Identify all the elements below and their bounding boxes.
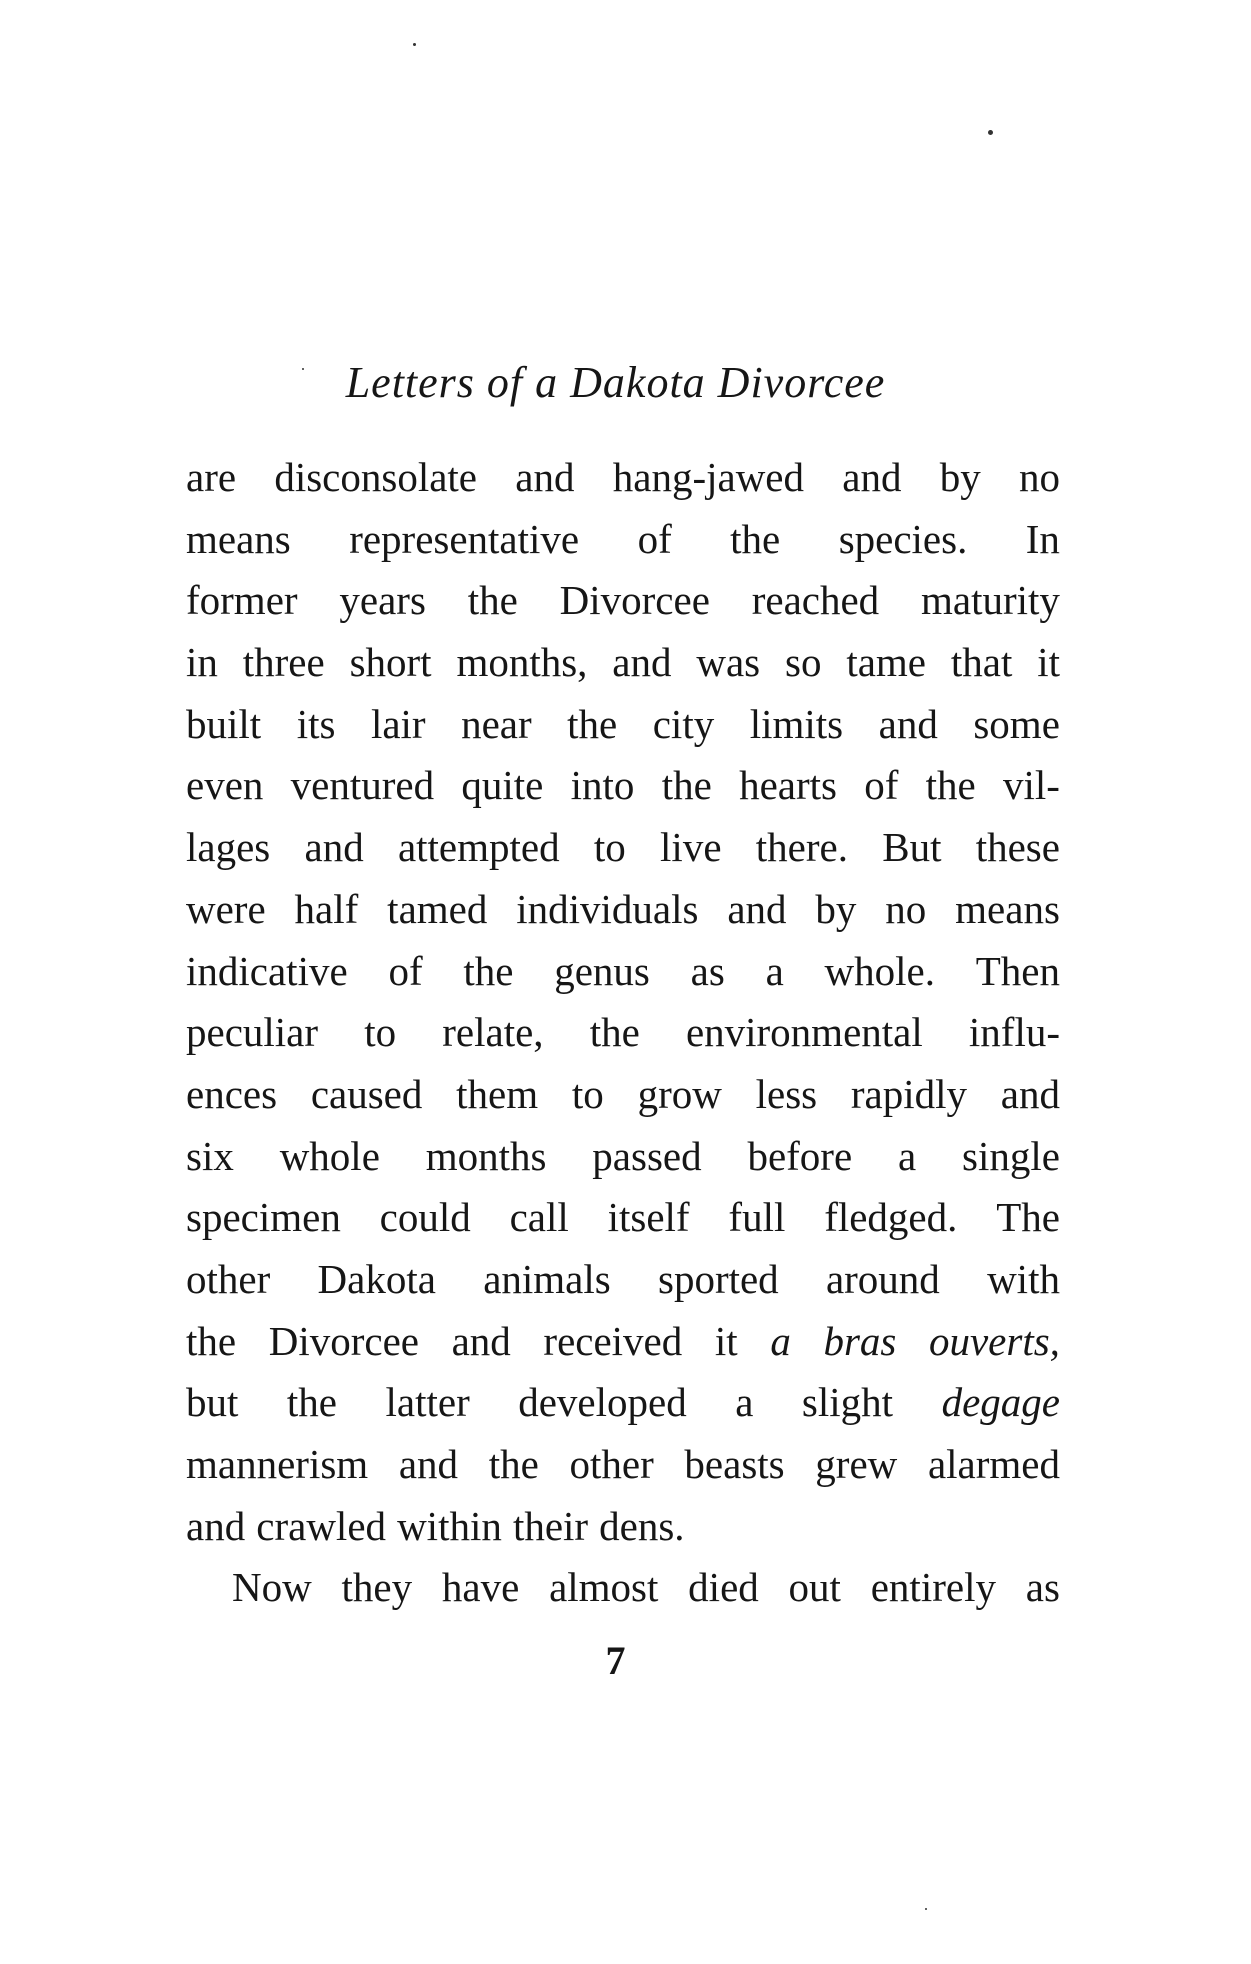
word: other xyxy=(186,1255,271,1302)
word: the xyxy=(730,515,781,562)
word: years xyxy=(339,577,426,624)
word: and xyxy=(727,885,787,932)
word: city xyxy=(652,700,715,747)
text-line xyxy=(186,447,1060,509)
word: so xyxy=(784,639,822,686)
word: these xyxy=(975,824,1060,871)
word: and xyxy=(612,639,672,686)
word: by xyxy=(939,454,981,500)
word: a xyxy=(765,947,784,994)
word: within xyxy=(397,1502,502,1549)
word: the xyxy=(567,700,618,747)
italic-word: ouverts, xyxy=(928,1317,1060,1364)
word: are xyxy=(186,454,237,500)
paper-speck xyxy=(988,130,993,135)
word: fledged. xyxy=(824,1194,958,1241)
word: by xyxy=(815,885,857,932)
word: tamed xyxy=(387,885,488,932)
word: lages xyxy=(186,824,271,871)
word: into xyxy=(570,762,635,809)
word: have xyxy=(441,1564,520,1611)
word: built xyxy=(186,700,262,747)
word: some xyxy=(973,700,1060,747)
word: them xyxy=(456,1070,539,1117)
word: latter xyxy=(385,1379,470,1426)
word: call xyxy=(509,1194,569,1241)
word: no xyxy=(885,885,927,932)
word: months, xyxy=(456,639,588,686)
word: half xyxy=(294,885,359,932)
word: grew xyxy=(815,1441,898,1487)
text-line xyxy=(186,1249,1060,1311)
word: it xyxy=(1037,639,1060,686)
page-number: 7 xyxy=(605,1638,626,1683)
word: whole. xyxy=(824,947,935,994)
paragraph-first-line xyxy=(186,1557,1060,1619)
text-line xyxy=(186,1311,1060,1373)
word: to xyxy=(571,1070,604,1117)
word: the xyxy=(589,1009,640,1056)
paper-speck xyxy=(302,368,304,370)
word: means xyxy=(186,515,291,562)
word: to xyxy=(593,824,626,871)
word: of xyxy=(388,947,423,994)
word: quite xyxy=(461,762,544,809)
word: reached xyxy=(751,577,880,624)
word: environmental xyxy=(685,1009,923,1056)
word: lair xyxy=(370,700,426,747)
word: out xyxy=(788,1564,841,1611)
word: ences xyxy=(186,1070,278,1117)
word: Now xyxy=(232,1564,312,1611)
word: even xyxy=(186,762,264,809)
word: itself xyxy=(607,1194,690,1241)
word: tame xyxy=(846,639,926,686)
word: beasts xyxy=(684,1441,785,1487)
word: sported xyxy=(657,1255,779,1302)
text-line xyxy=(186,632,1060,694)
word: caused xyxy=(310,1070,423,1117)
word: vil- xyxy=(1003,762,1060,809)
word: slight xyxy=(801,1379,894,1426)
word: the xyxy=(463,947,514,994)
text-line xyxy=(186,1126,1060,1188)
word: a xyxy=(897,1132,917,1179)
word: full xyxy=(728,1194,786,1241)
word: it xyxy=(714,1317,738,1364)
word: the xyxy=(661,762,712,809)
word: the xyxy=(186,1317,237,1364)
word: was xyxy=(696,639,761,686)
word: Then xyxy=(975,947,1060,994)
word: other xyxy=(569,1441,654,1487)
italic-word: a xyxy=(770,1317,791,1364)
word: and xyxy=(451,1317,511,1364)
word: as xyxy=(690,947,725,994)
word: months xyxy=(425,1132,547,1179)
word: died xyxy=(688,1564,759,1611)
text-line xyxy=(186,1372,1060,1434)
word: as xyxy=(1025,1564,1060,1611)
body-text xyxy=(186,447,1060,1619)
word: entirely xyxy=(870,1564,996,1611)
word: of xyxy=(637,515,672,562)
word: crawled xyxy=(256,1502,387,1549)
word: and xyxy=(398,1441,459,1487)
word: in xyxy=(186,639,218,686)
text-line xyxy=(186,755,1060,817)
text-line xyxy=(186,817,1060,879)
text-line xyxy=(186,941,1060,1003)
word: hang-jawed xyxy=(612,454,804,500)
italic-word: bras xyxy=(823,1317,897,1364)
word: representative xyxy=(349,515,580,562)
word: rapidly xyxy=(850,1070,968,1117)
word: around xyxy=(825,1255,940,1302)
word: indicative xyxy=(186,947,348,994)
word: relate, xyxy=(442,1009,544,1056)
word: maturity xyxy=(921,577,1060,624)
word: hearts xyxy=(739,762,837,809)
italic-word: degage xyxy=(941,1379,1060,1426)
running-head: Letters of a Dakota Divorcee xyxy=(345,358,886,407)
word: But xyxy=(882,824,942,871)
word: less xyxy=(755,1070,818,1117)
paper-speck xyxy=(925,1908,927,1910)
word: specimen xyxy=(186,1194,341,1241)
paper-speck xyxy=(413,43,416,46)
word: single xyxy=(962,1132,1060,1179)
word: limits xyxy=(749,700,844,747)
text-line xyxy=(186,1064,1060,1126)
word: influ- xyxy=(968,1009,1060,1056)
word: their xyxy=(512,1502,589,1549)
word: and xyxy=(186,1502,246,1549)
text-line xyxy=(186,570,1060,632)
word: and xyxy=(842,454,902,500)
word: dens. xyxy=(599,1502,685,1549)
word: passed xyxy=(592,1132,702,1179)
word: were xyxy=(186,885,266,932)
word: and xyxy=(878,700,938,747)
word: no xyxy=(1019,454,1060,500)
word: The xyxy=(996,1194,1060,1241)
word: its xyxy=(296,700,336,747)
word: disconsolate xyxy=(274,454,478,500)
word: attempted xyxy=(397,824,560,871)
word: In xyxy=(1025,515,1060,562)
word: Divorcee xyxy=(268,1317,419,1364)
word: live xyxy=(660,824,722,871)
word: there. xyxy=(755,824,848,871)
word: grow xyxy=(637,1070,722,1117)
word: mannerism xyxy=(186,1441,369,1487)
word: ventured xyxy=(290,762,435,809)
word: short xyxy=(349,639,432,686)
word: before xyxy=(747,1132,853,1179)
word: near xyxy=(461,700,532,747)
word: and xyxy=(1000,1070,1060,1117)
word: means xyxy=(955,885,1060,932)
word: three xyxy=(242,639,325,686)
word: the xyxy=(286,1379,337,1426)
word: to xyxy=(364,1009,397,1056)
word: the xyxy=(467,577,518,624)
word: six xyxy=(186,1132,234,1179)
word: that xyxy=(950,639,1013,686)
text-line xyxy=(186,509,1060,571)
word: Dakota xyxy=(317,1255,436,1302)
word: received xyxy=(543,1317,683,1364)
word: developed xyxy=(518,1379,687,1426)
word: peculiar xyxy=(186,1009,319,1056)
word: of xyxy=(864,762,899,809)
text-line xyxy=(186,1002,1060,1064)
word: genus xyxy=(554,947,650,994)
text-line xyxy=(186,1434,1060,1496)
text-line xyxy=(186,879,1060,941)
word: the xyxy=(925,762,976,809)
text-line xyxy=(186,1496,1060,1558)
word: and xyxy=(515,454,575,500)
text-line xyxy=(186,694,1060,756)
word: a xyxy=(735,1379,754,1426)
word: individuals xyxy=(516,885,699,932)
word: but xyxy=(186,1379,239,1426)
word: the xyxy=(488,1441,539,1487)
word: whole xyxy=(279,1132,380,1179)
word: they xyxy=(341,1564,413,1611)
word: Divorcee xyxy=(559,577,710,624)
word: could xyxy=(379,1194,471,1241)
word: animals xyxy=(483,1255,611,1302)
word: and xyxy=(304,824,364,871)
word: alarmed xyxy=(927,1441,1060,1487)
word: former xyxy=(186,577,298,624)
word: almost xyxy=(549,1564,659,1611)
word: with xyxy=(987,1255,1060,1302)
word: species. xyxy=(838,515,968,562)
text-line xyxy=(186,1187,1060,1249)
